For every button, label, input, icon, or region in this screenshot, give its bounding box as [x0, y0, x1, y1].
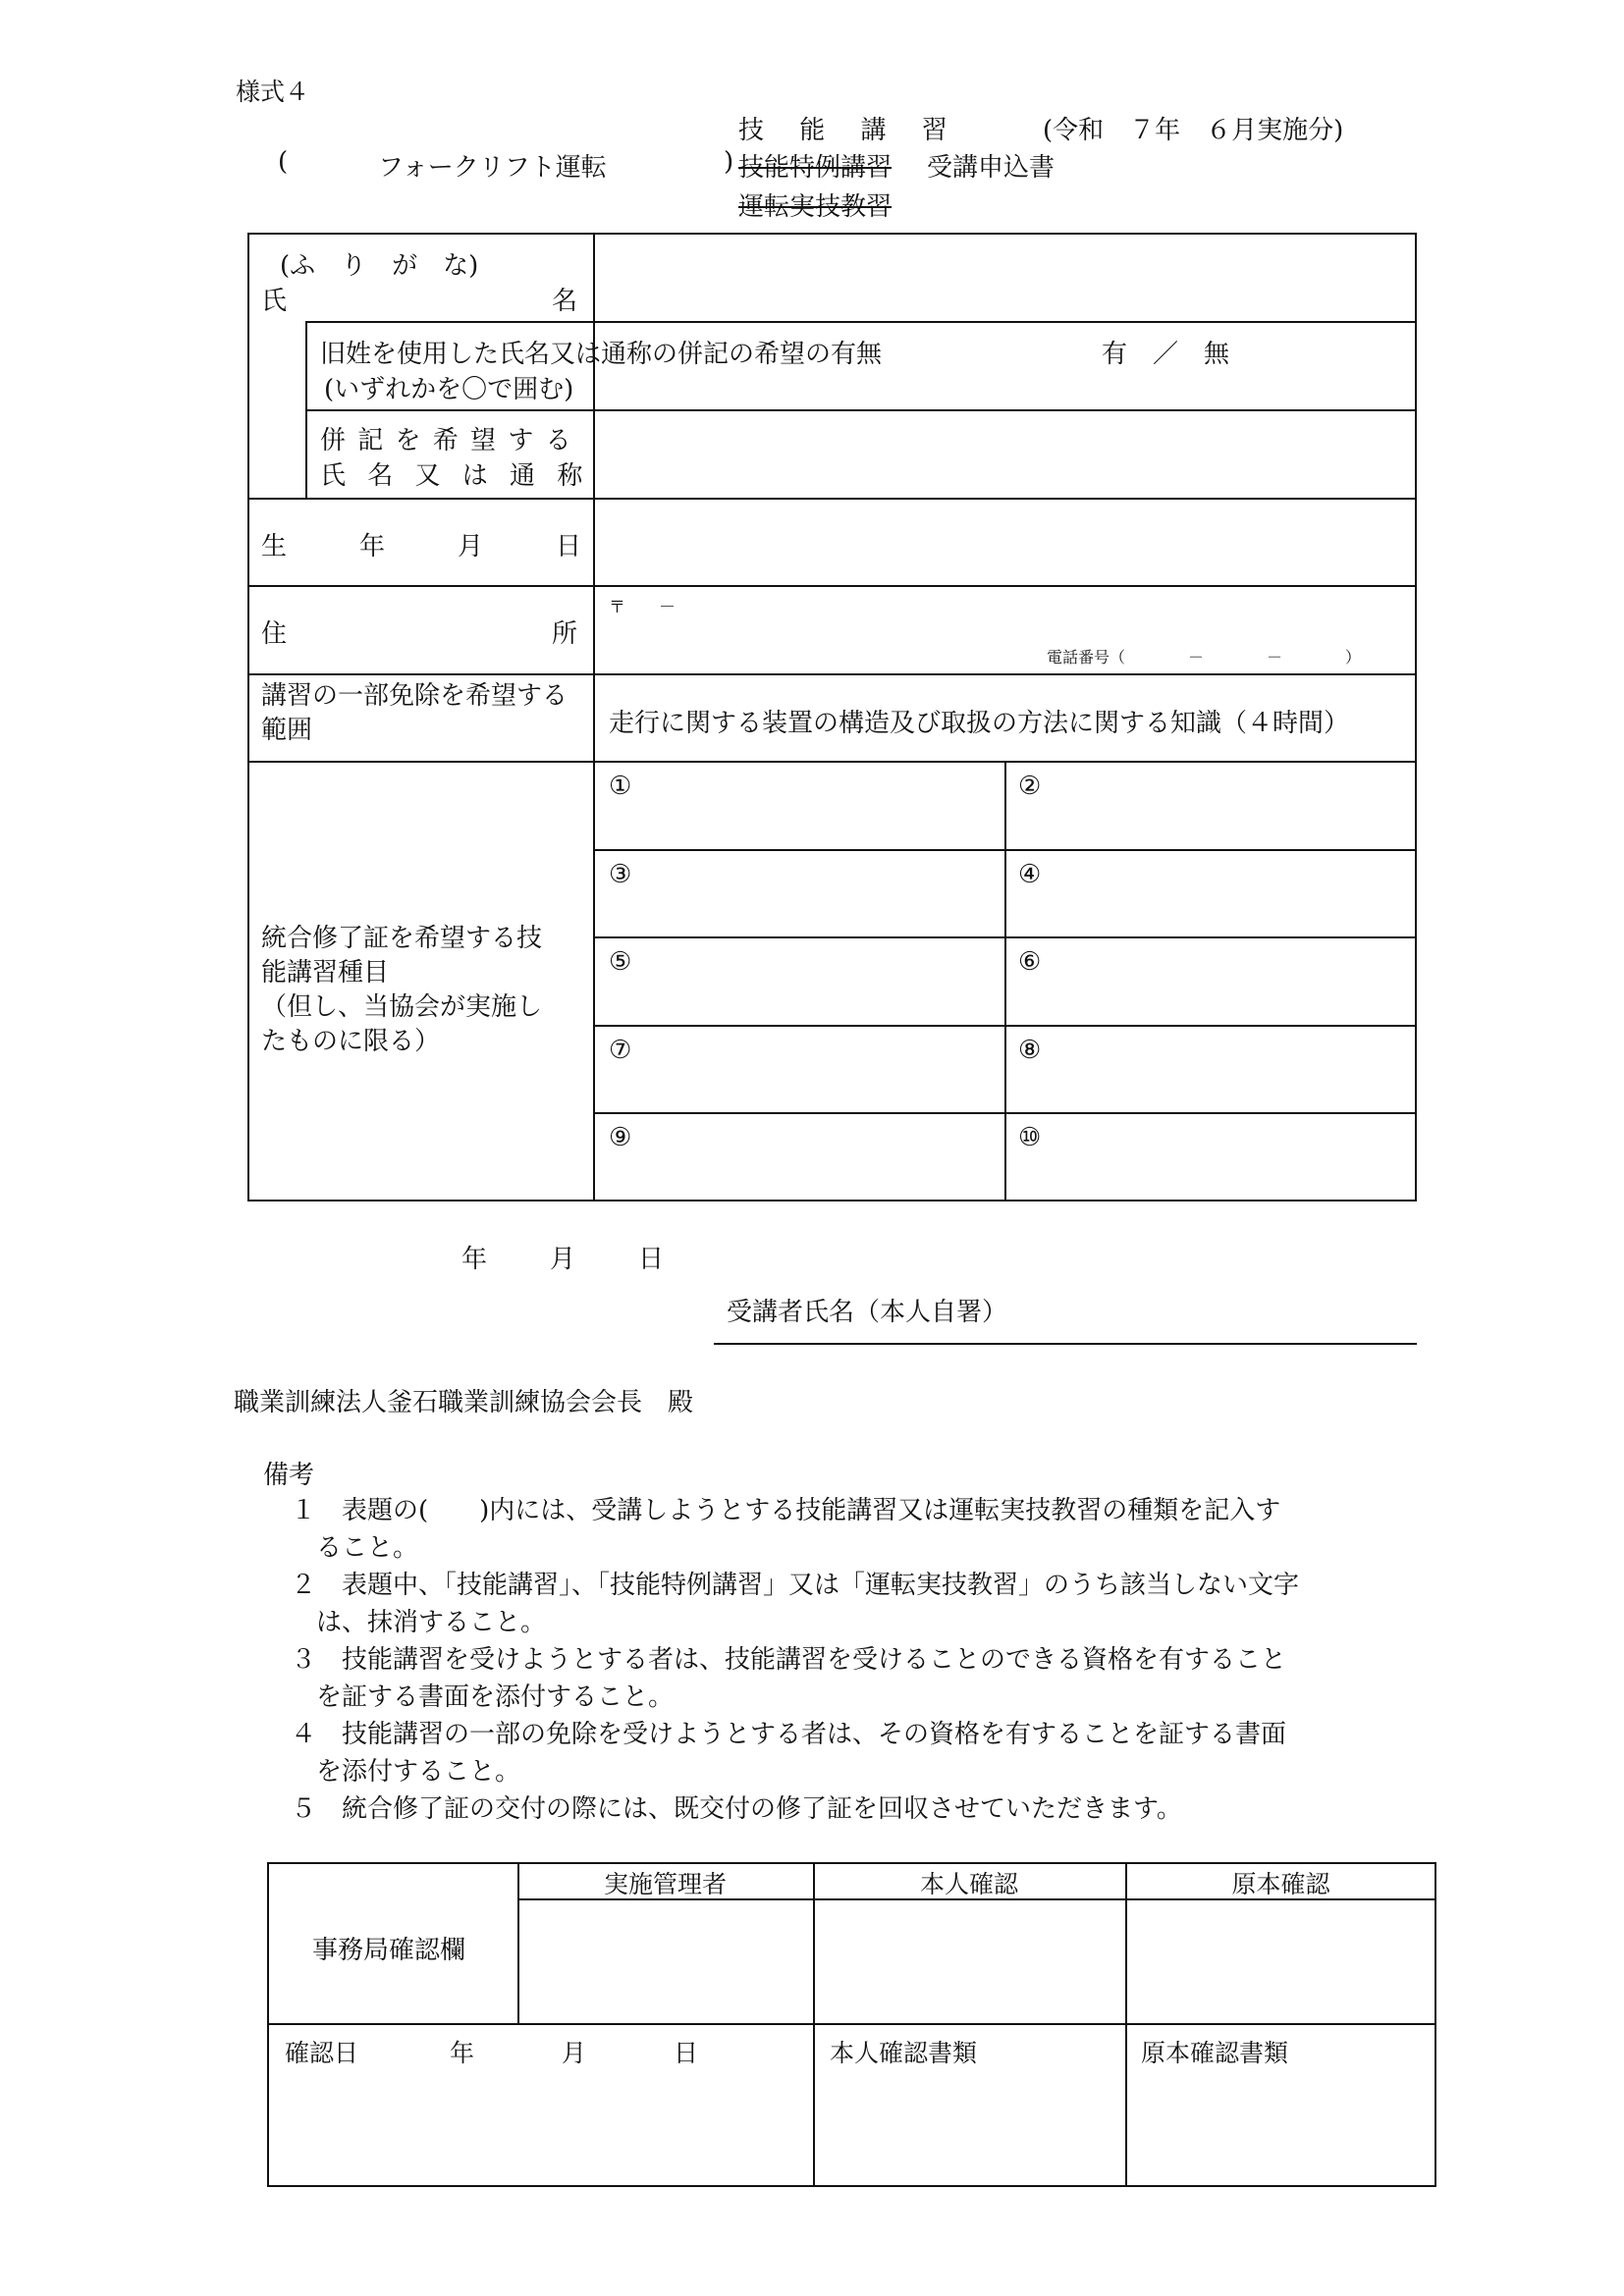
course-slot-9[interactable]: ⑨	[609, 1123, 632, 1152]
remark-line: ３ 技能講習を受けようとする者は、技能講習を受けることのできる資格を有すること	[291, 1645, 1287, 1675]
original-stamp-field[interactable]	[1127, 1900, 1435, 2021]
identity-stamp-field[interactable]	[815, 1900, 1123, 2021]
signature-line[interactable]	[714, 1343, 1417, 1345]
col-original: 原本確認	[1231, 1870, 1330, 1898]
confirm-date-label: 確認日	[285, 2039, 359, 2067]
address-label: 住	[261, 619, 288, 649]
table-divider	[247, 673, 1417, 675]
remark-line: ４ 技能講習の一部の免除を受けようとする者は、その資格を有することを証する書面	[291, 1720, 1287, 1749]
original-docs-label: 原本確認書類	[1141, 2039, 1289, 2067]
confirm-year: 年	[450, 2039, 475, 2067]
manager-stamp-field[interactable]	[519, 1900, 811, 2021]
course-slot-2[interactable]: ②	[1018, 772, 1042, 801]
course-slot-3[interactable]: ③	[609, 860, 632, 889]
remark-line: を証する書面を添付すること。	[291, 1682, 675, 1712]
name-label: 氏	[261, 287, 288, 316]
form-number: 様式４	[236, 78, 310, 106]
furigana-label: (ふ り が な)	[280, 251, 479, 281]
title-paren-close: )	[724, 147, 734, 177]
course-slot-7[interactable]: ⑦	[609, 1036, 632, 1065]
name-label-end: 名	[552, 287, 578, 316]
integrated-label: 統合修了証を希望する技	[261, 924, 543, 953]
integrated-label-4: たものに限る）	[261, 1027, 441, 1056]
table-divider	[593, 233, 595, 1201]
combined-name-label: 併 記 を 希 望 す る	[320, 426, 573, 455]
postal-mark: 〒 －	[609, 598, 676, 617]
birth-label-1: 生	[261, 532, 288, 561]
course-slot-6[interactable]: ⑥	[1018, 947, 1042, 977]
remark-line: ること。	[291, 1533, 419, 1563]
exemption-value: 走行に関する装置の構造及び取扱の方法に関する知識（４時間）	[609, 709, 1350, 738]
table-divider	[593, 1112, 1417, 1114]
title-suffix: 受講申込書	[927, 153, 1056, 183]
table-divider	[593, 849, 1417, 851]
birth-label-4: 日	[556, 532, 582, 561]
application-date[interactable]: 年 月 日	[461, 1245, 669, 1274]
old-name-question: 旧姓を使用した氏名又は通称の併記の希望の有無	[320, 340, 883, 369]
course-slot-1[interactable]: ①	[609, 772, 632, 801]
course-slot-10[interactable]: ⑩	[1018, 1123, 1042, 1152]
exemption-label: 講習の一部免除を希望する範囲	[261, 681, 568, 745]
title-practical-training: 運転実技教習	[738, 192, 893, 222]
addressee: 職業訓練法人釜石職業訓練協会会長 殿	[234, 1388, 694, 1417]
integrated-label-2: 能講習種目	[261, 958, 390, 988]
table-divider	[593, 936, 1417, 938]
name-field[interactable]	[597, 237, 1414, 319]
identity-docs-label: 本人確認書類	[830, 2039, 978, 2067]
table-divider	[247, 585, 1417, 587]
office-divider	[267, 2023, 1436, 2025]
office-label: 事務局確認欄	[312, 1936, 466, 1965]
remarks-heading: 備考	[263, 1461, 315, 1490]
title-skill-training: 技 能 講 習	[738, 116, 961, 145]
remark-line: は、抹消すること。	[291, 1608, 547, 1637]
remark-line: １ 表題の( )内には、受講しようとする技能講習又は運転実技教習の種類を記入す	[291, 1496, 1281, 1525]
birth-label-2: 年	[359, 532, 386, 561]
combined-name-field[interactable]	[597, 413, 1414, 496]
title-paren-open: (	[278, 147, 289, 177]
title-course-name: フォークリフト運転	[378, 153, 607, 183]
col-manager: 実施管理者	[603, 1870, 727, 1898]
integrated-label-3: （但し、当協会が実施し	[261, 992, 543, 1022]
table-divider	[1004, 761, 1006, 1201]
remark-line: ５ 統合修了証の交付の際には、既交付の修了証を回収させていただきます。	[291, 1794, 1182, 1824]
birth-label-3: 月	[458, 532, 484, 561]
table-divider	[247, 498, 1417, 500]
course-slot-4[interactable]: ④	[1018, 860, 1042, 889]
table-divider	[593, 1025, 1417, 1027]
table-divider	[305, 409, 1417, 411]
title-period: (令和 ７年 ６月実施分)	[1043, 116, 1344, 145]
applicant-signature-label: 受講者氏名（本人自署）	[727, 1298, 1008, 1327]
course-slot-5[interactable]: ⑤	[609, 947, 632, 977]
address-label-end: 所	[552, 619, 578, 649]
birth-date-field[interactable]	[597, 502, 1414, 583]
title-special-training: 技能特例講習	[738, 153, 893, 183]
course-slot-8[interactable]: ⑧	[1018, 1036, 1042, 1065]
table-divider	[247, 761, 1417, 763]
confirm-month: 月	[562, 2039, 587, 2067]
remark-line: を添付すること。	[291, 1757, 521, 1787]
phone-label: 電話番号（ － － ）	[1047, 648, 1362, 667]
old-name-note: (いずれかを〇で囲む)	[324, 375, 574, 404]
confirm-day: 日	[674, 2039, 699, 2067]
table-divider	[305, 321, 1417, 323]
remark-line: ２ 表題中、「技能講習」、「技能特例講習」又は「運転実技教習」のうち該当しない文字	[291, 1571, 1300, 1600]
old-name-choice[interactable]: 有 ／ 無	[1102, 340, 1230, 369]
combined-name-label-2: 氏 名 又 は 通 称	[320, 461, 590, 491]
col-identity: 本人確認	[919, 1870, 1018, 1898]
